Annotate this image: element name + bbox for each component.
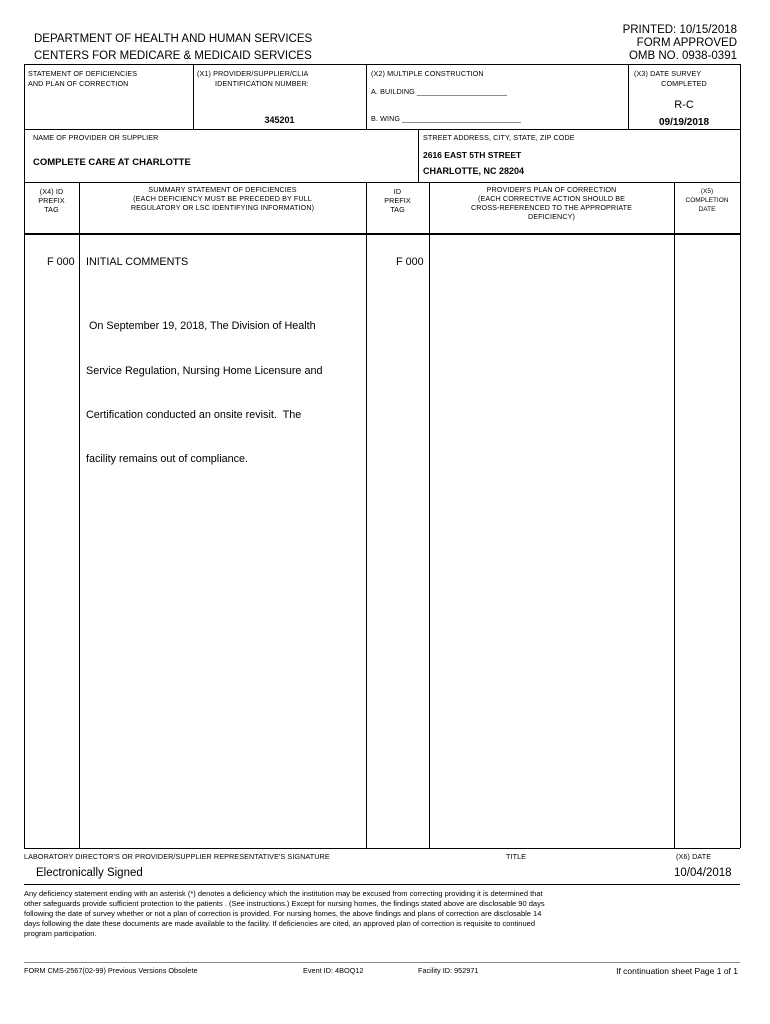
statement-label-2: AND PLAN OF CORRECTION bbox=[28, 79, 129, 88]
printed-date: PRINTED: 10/15/2018 bbox=[622, 24, 737, 36]
event-id: Event ID: 4BOQ12 bbox=[303, 966, 364, 975]
signature-date: 10/04/2018 bbox=[674, 867, 732, 879]
omb-number: OMB NO. 0938-0391 bbox=[628, 50, 737, 62]
col-div-2 bbox=[366, 182, 367, 848]
disclaimer-line-3: following the date of survey whether or not a plan of correction is provided. For nursing homes, the above findings and plans of correction are disclosable 14 bbox=[24, 909, 542, 918]
summary-header-line-1: SUMMARY STATEMENT OF DEFICIENCIES bbox=[148, 185, 297, 194]
provider-id: 345201 bbox=[264, 115, 295, 125]
building-field: A. BUILDING ______________________ bbox=[371, 87, 508, 96]
survey-code: R-C bbox=[674, 99, 694, 111]
summary-header-line-3: REGULATORY OR LSC IDENTIFYING INFORMATION) bbox=[130, 203, 315, 212]
plan-header-line-3: CROSS-REFERENCED TO THE APPROPRIATE bbox=[470, 203, 633, 212]
sig-top bbox=[24, 848, 740, 849]
centers-title: CENTERS FOR MEDICARE & MEDICAID SERVICES bbox=[34, 50, 312, 62]
x1-label-2: IDENTIFICATION NUMBER: bbox=[215, 79, 309, 88]
plan-header bbox=[429, 185, 674, 221]
prefix-tag-right: F 000 bbox=[396, 256, 424, 268]
form-approved: FORM APPROVED bbox=[636, 37, 737, 49]
x4-header-line-2: PREFIX bbox=[38, 196, 65, 205]
signature-value: Electronically Signed bbox=[36, 867, 143, 879]
frame-right bbox=[740, 64, 741, 848]
summary-header-line-2: (EACH DEFICIENCY MUST BE PRECEDED BY FULL bbox=[133, 194, 312, 203]
col-div-3 bbox=[429, 182, 430, 848]
id-header-line-2: PREFIX bbox=[384, 196, 411, 205]
date-label: (X6) DATE bbox=[676, 852, 712, 861]
disclaimer bbox=[24, 889, 740, 939]
disclaimer-line-4: days following the date these documents are made available to the facility. If deficiencies are cited, an approved plan of correction is requisite to continued bbox=[24, 919, 535, 928]
x3-label-1: (X3) DATE SURVEY bbox=[634, 69, 702, 78]
x3-label-2: COMPLETED bbox=[661, 79, 707, 88]
row2-div bbox=[418, 129, 419, 182]
id-header bbox=[366, 187, 429, 214]
address-line-2: CHARLOTTE, NC 28204 bbox=[423, 166, 525, 176]
wing-field: B. WING _____________________________ bbox=[371, 114, 521, 123]
col-div-4 bbox=[674, 182, 675, 848]
plan-header-line-2: (EACH CORRECTIVE ACTION SHOULD BE bbox=[477, 194, 626, 203]
page-indicator: If continuation sheet Page 1 of 1 bbox=[616, 966, 738, 976]
row1-div-b bbox=[366, 64, 367, 129]
entry-body-line-2: Service Regulation, Nursing Home Licensure and bbox=[86, 364, 323, 377]
row2-bottom bbox=[24, 182, 740, 183]
x4-header bbox=[24, 187, 79, 214]
x5-header-line-1: (X5) bbox=[700, 188, 714, 195]
disclaimer-line-5: program participation. bbox=[24, 929, 97, 938]
address-label: STREET ADDRESS, CITY, STATE, ZIP CODE bbox=[423, 133, 575, 142]
title-label: TITLE bbox=[506, 852, 527, 861]
department-title: DEPARTMENT OF HEALTH AND HUMAN SERVICES bbox=[34, 33, 313, 45]
form-number: FORM CMS-2567(02-99) Previous Versions Obsolete bbox=[24, 966, 198, 975]
x5-header bbox=[674, 187, 740, 214]
statement-label-1: STATEMENT OF DEFICIENCIES bbox=[28, 69, 138, 78]
x1-label-1: (X1) PROVIDER/SUPPLIER/CLIA bbox=[197, 69, 309, 78]
entry-title: INITIAL COMMENTS bbox=[86, 256, 189, 268]
survey-date: 09/19/2018 bbox=[658, 117, 710, 128]
x5-header-line-2: COMPLETION bbox=[685, 197, 729, 204]
disclaimer-line-1: Any deficiency statement ending with an asterisk (*) denotes a deficiency which the institution may be excused from correcting providing it is determined that bbox=[24, 889, 543, 898]
colhead-bottom bbox=[24, 233, 740, 235]
entry-body-line-1: On September 19, 2018, The Division of Health bbox=[86, 320, 316, 333]
x4-header-line-1: (X4) ID bbox=[39, 187, 64, 196]
id-header-line-3: TAG bbox=[390, 205, 405, 214]
x5-header-line-3: DATE bbox=[698, 206, 716, 213]
frame-top bbox=[24, 64, 740, 65]
row1-bottom bbox=[24, 129, 740, 130]
col-div-1 bbox=[79, 182, 80, 848]
prefix-tag-left: F 000 bbox=[47, 256, 75, 268]
sig-bottom bbox=[24, 884, 740, 885]
provider-name-label: NAME OF PROVIDER OR SUPPLIER bbox=[33, 133, 159, 142]
plan-header-line-1: PROVIDER'S PLAN OF CORRECTION bbox=[486, 185, 617, 194]
footer-rule bbox=[24, 962, 740, 963]
id-header-line-1: ID bbox=[393, 187, 402, 196]
entry-body-line-3: Certification conducted an onsite revisit. The bbox=[86, 408, 302, 421]
entry-body-line-4: facility remains out of compliance. bbox=[86, 452, 249, 465]
entry-body bbox=[86, 290, 322, 481]
summary-header bbox=[79, 185, 366, 212]
facility-id: Facility ID: 952971 bbox=[418, 966, 479, 975]
plan-header-line-4: DEFICIENCY) bbox=[527, 212, 576, 221]
disclaimer-line-2: other safeguards provide sufficient protection to the patients . (See instructions.) Except for nursing homes, the findings stated above are disclosable 90 days bbox=[24, 899, 545, 908]
x4-header-line-3: TAG bbox=[44, 205, 59, 214]
provider-name: COMPLETE CARE AT CHARLOTTE bbox=[33, 157, 191, 168]
address-line-1: 2616 EAST 5TH STREET bbox=[423, 150, 522, 160]
x2-label: (X2) MULTIPLE CONSTRUCTION bbox=[371, 69, 484, 78]
signature-label: LABORATORY DIRECTOR'S OR PROVIDER/SUPPLIER REPRESENTATIVE'S SIGNATURE bbox=[24, 852, 330, 861]
